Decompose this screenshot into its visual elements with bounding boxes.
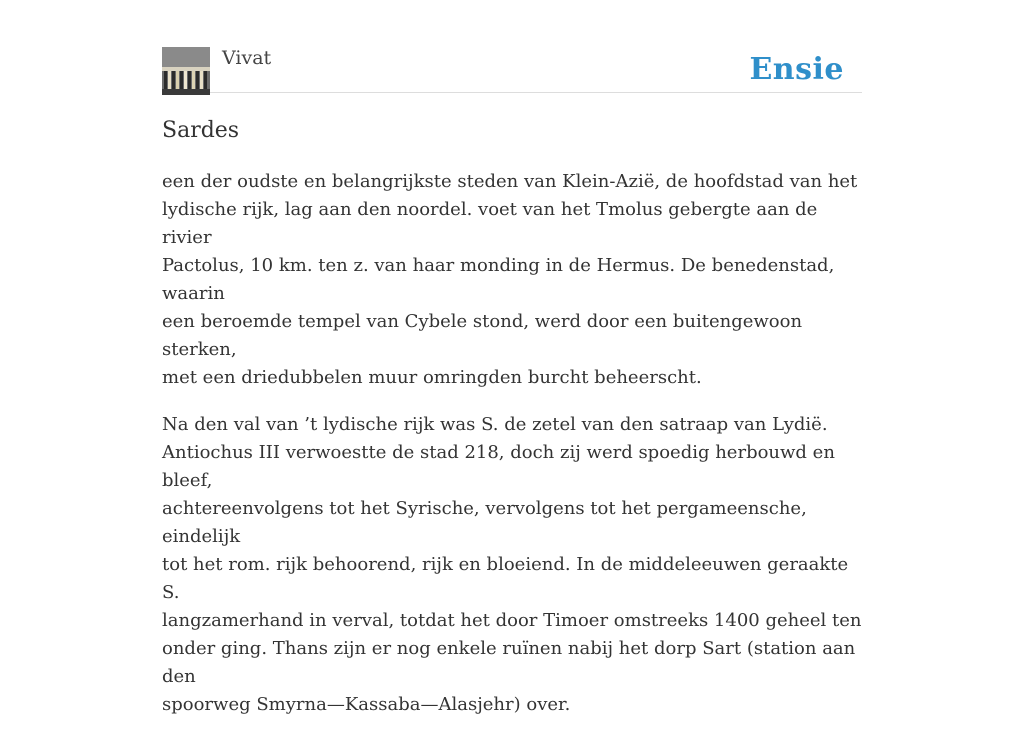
article-paragraph-2: Na den val van ’t lydische rijk was S. de zetel van den satraap van Lydië. Antiochus III verwoestte de stad 218, doch zij werd spoedig herbouwd en bleef, achtereenvolgens tot het Syrische, vervolgens tot het pergameensche, eindelijk tot het rom. rijk behoorend, rijk en bloeiend. In de middeleeuwen geraakte S. langzamerhand in verval, totdat het door Timoer omstreeks 1400 geheel ten onder ging. Thans zijn er nog enkele ruïnen nabij het dorp Sart (station aan den spoorweg Smyrna—Kassaba—Alasjehr) over. [162, 414, 862, 715]
article-paragraph-1: een der oudste en belangrijkste steden van Klein-Azië, de hoofdstad van het lydische rijk, lag aan den noordel. voet van het Tmolus gebergte aan de rivier Pactolus, 10 km. ten z. van haar monding in de Hermus. De benedenstad, waarin een beroemde tempel van Cybele stond, werd door een buitengewoon sterken, met een driedubbelen muur omringden burcht beheerscht. [162, 171, 858, 388]
books-icon [162, 47, 210, 95]
publication-avatar[interactable] [162, 47, 210, 95]
article-title: Sardes [162, 118, 240, 143]
header [162, 0, 862, 93]
publication-name[interactable]: Vivat [222, 47, 272, 69]
article-body [162, 168, 862, 738]
article-page [162, 0, 862, 715]
ensie-logo[interactable]: Ensie [749, 52, 844, 87]
